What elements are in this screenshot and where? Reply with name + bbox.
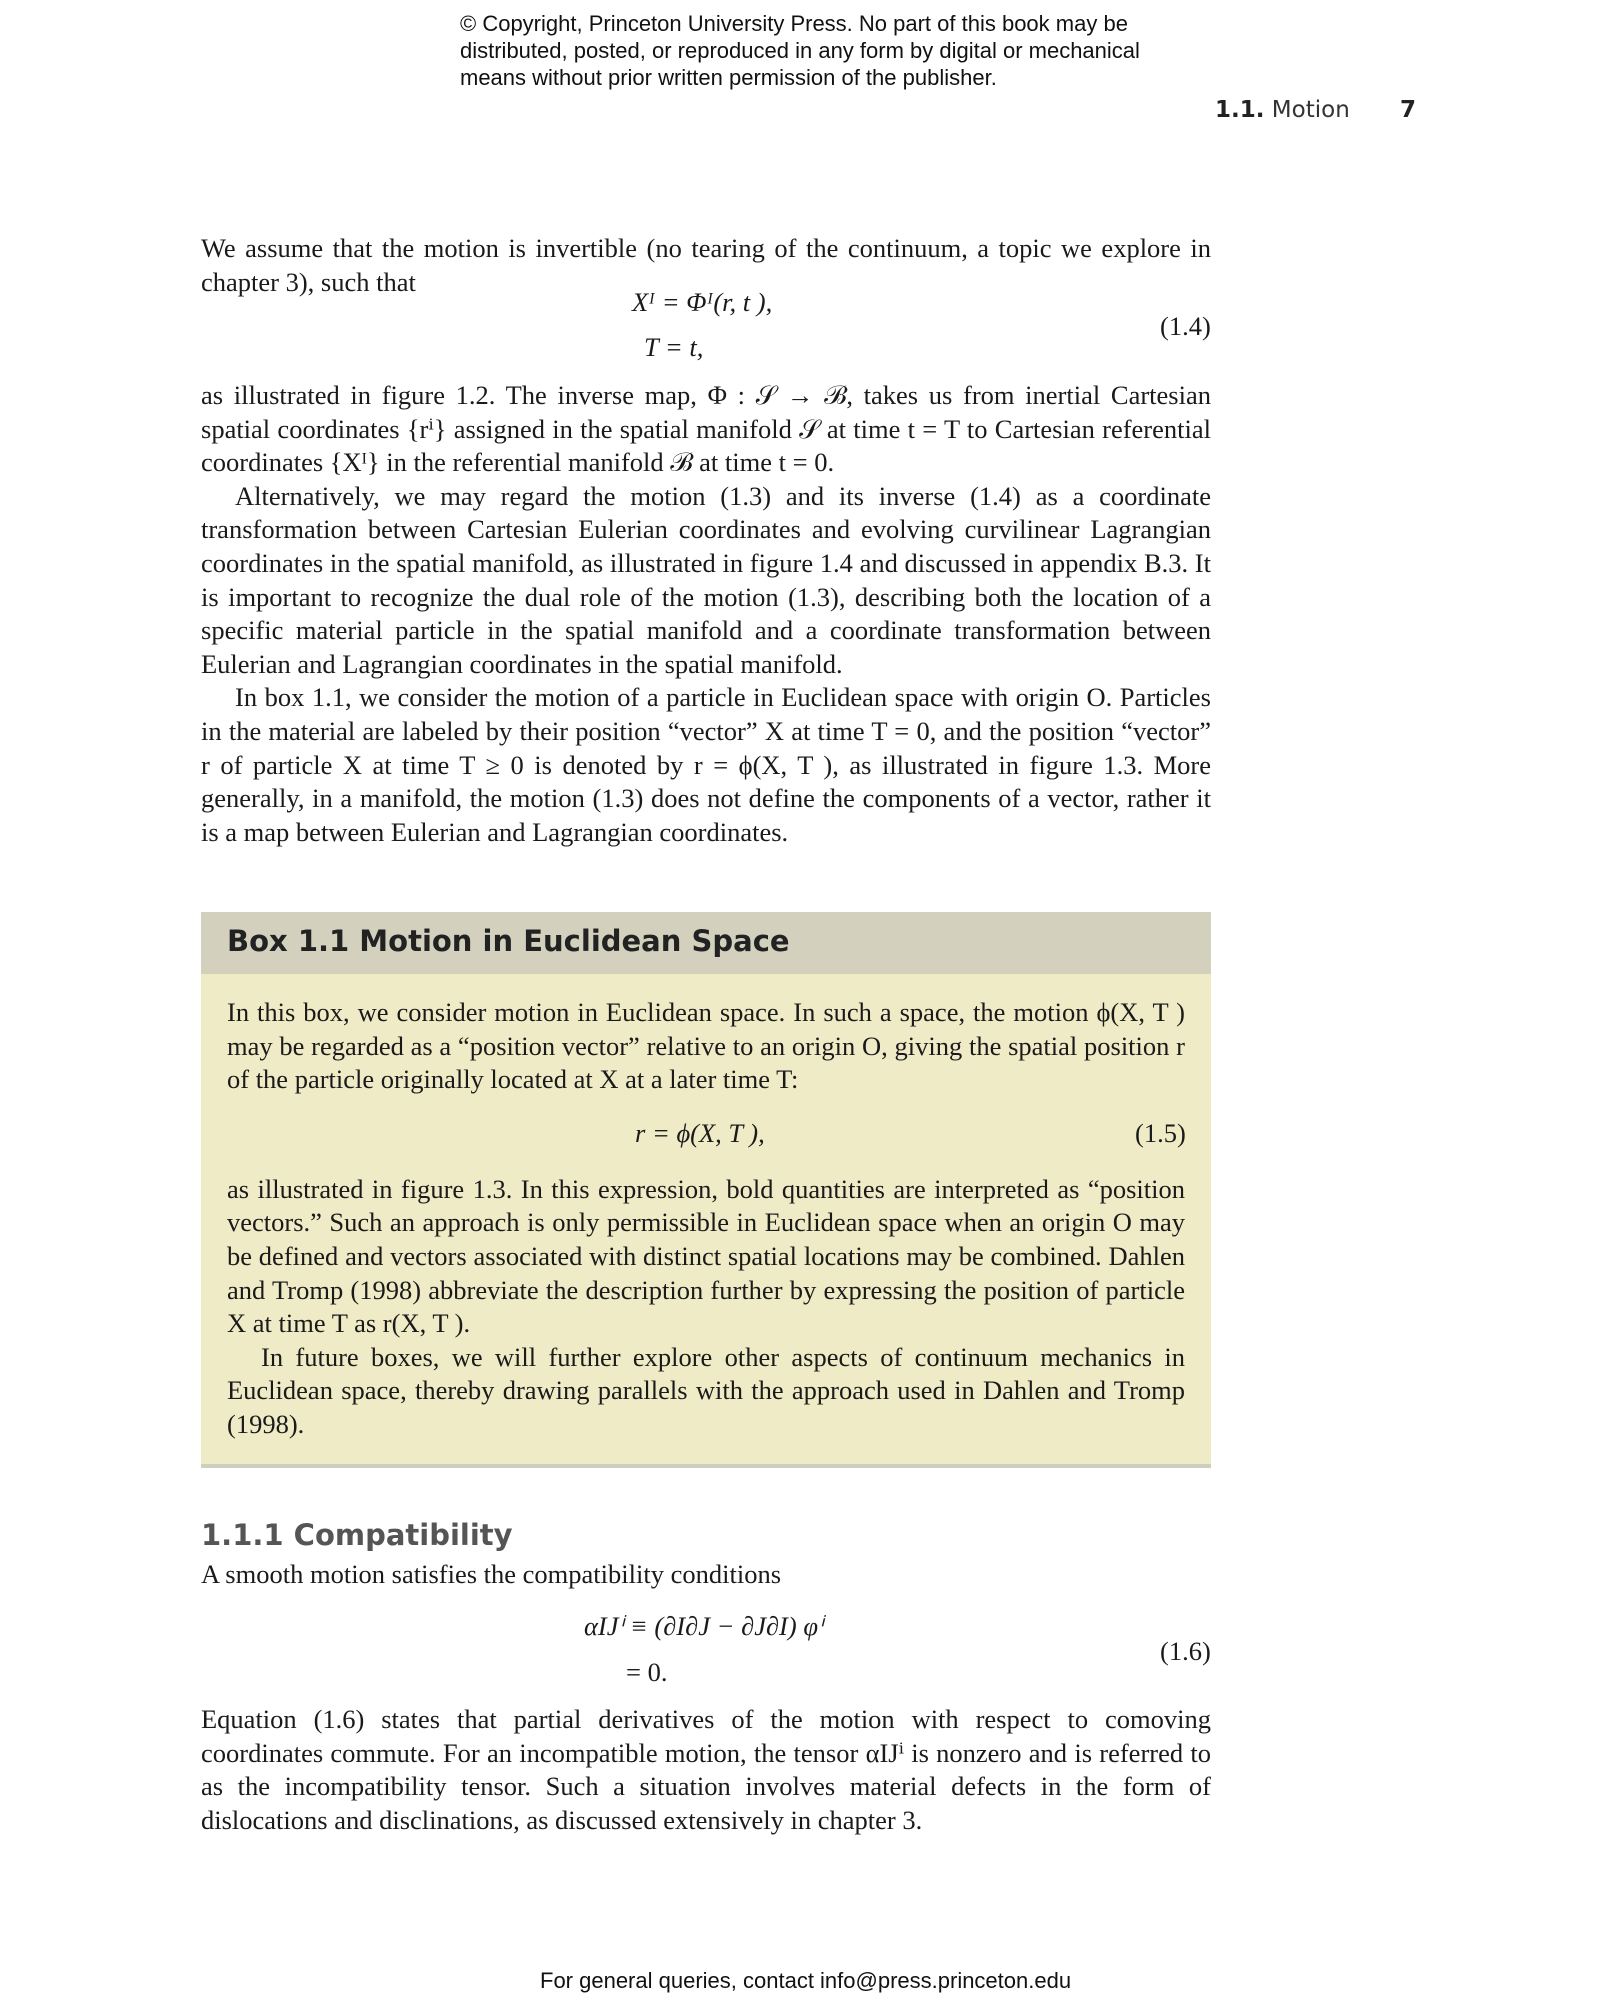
box-paragraph: In future boxes, we will further explore other aspects of continuum mechanics in Euclidean space, thereby drawing parallels with the approach used in Dahlen and Tromp (1998). <box>227 1341 1185 1439</box>
box-motion-euclidean <box>201 912 1211 1468</box>
box-body <box>227 996 1185 1442</box>
box-paragraph: as illustrated in figure 1.3. In this expression, bold quantities are interpreted as “position vectors.” Such an approach is only permissible in Euclidean space when an origin O may be defined and vectors associated with distinct spatial locations may be combined. Dahlen and Tromp (1998) abbreviate the description further by expressing the position of particle X at time T as r(X, T ). <box>227 1173 1185 1339</box>
footer-contact: For general queries, contact info@press.princeton.edu <box>540 1968 1072 1993</box>
copyright-notice: © Copyright, Princeton University Press. No part of this book may be distributed, posted, or reproduced in any form by digital or mechanical means without prior written permission of the publisher. <box>460 11 1140 90</box>
box-equation-row <box>227 1097 1185 1173</box>
equation-1-4-line-1: Xᴵ = Φᴵ(r, t ), <box>632 287 773 317</box>
equation-1-6-line-1: αIJⁱ ≡ (∂I∂J − ∂J∂I) φⁱ <box>584 1611 823 1641</box>
section-heading: 1.1.1 Compatibility <box>201 1518 513 1552</box>
equation-number: (1.4) <box>1160 311 1211 341</box>
body-text-block <box>201 379 1211 849</box>
box-paragraph: In this box, we consider motion in Euclidean space. In such a space, the motion ϕ(X, T ) may be regarded as a “position vector” relative to an origin O, giving the spatial position r of the particle originally located at X at a later time T: <box>227 997 1185 1095</box>
paragraph-compatibility-intro <box>201 1558 1211 1592</box>
paragraph-incompatibility <box>201 1703 1211 1837</box>
paragraph-text: A smooth motion satisfies the compatibility conditions <box>201 1559 782 1589</box>
box-header <box>201 912 1211 974</box>
paragraph-box-intro: In box 1.1, we consider the motion of a particle in Euclidean space with origin O. Particles in the material are labeled by their position “vector” X at time T = 0, and the position “vector” r of particle X at time T ≥ 0 is denoted by r = ϕ(X, T ), as illustrated in figure 1.3. More generally, in a manifold, the motion (1.3) does not define the components of a vector, rather it is a map between Eulerian and Lagrangian coordinates. <box>201 682 1211 847</box>
paragraph-text: Equation (1.6) states that partial derivatives of the motion with respect to comoving coordinates commute. For an incompatible motion, the tensor αIJⁱ is nonzero and is referred to as the incompatibility tensor. Such a situation involves material defects in the form of dislocations and disclinations, as discussed extensively in chapter 3. <box>201 1704 1211 1835</box>
running-head <box>1215 97 1350 123</box>
paragraph-alternatively: Alternatively, we may regard the motion (1.3) and its inverse (1.4) as a coordinate transformation between Cartesian Eulerian coordinates and evolving curvilinear Lagrangian coordinates in the spatial manifold, as illustrated in figure 1.4 and discussed in appendix B.3. It is important to recognize the dual role of the motion (1.3), describing both the location of a specific material particle in the spatial manifold and a coordinate transformation between Eulerian and Lagrangian coordinates in the spatial manifold. <box>201 480 1211 679</box>
equation-1-4-line-2: T = t, <box>644 332 704 362</box>
running-head-section-title: Motion <box>1271 97 1350 123</box>
equation-1-5: r = ϕ(X, T ), <box>635 1117 765 1148</box>
paragraph-text: We assume that the motion is invertible (no tearing of the continuum, a topic we explore in chapter 3), such that <box>201 233 1211 297</box>
equation-1-6-line-2: = 0. <box>626 1657 668 1687</box>
box-title: Box 1.1 Motion in Euclidean Space <box>227 924 790 958</box>
equation-number: (1.5) <box>1135 1117 1186 1148</box>
equation-number: (1.6) <box>1160 1636 1211 1666</box>
running-head-section-number: 1.1. <box>1215 97 1265 123</box>
page-number: 7 <box>1400 97 1417 123</box>
paragraph-inverse-map: as illustrated in figure 1.2. The inverse map, Φ : 𝒮 → ℬ, takes us from inertial Cartesian spatial coordinates {rⁱ} assigned in the spatial manifold 𝒮 at time t = T to Cartesian referential coordinates {Xᴵ} in the referential manifold ℬ at time t = 0. <box>201 380 1211 478</box>
